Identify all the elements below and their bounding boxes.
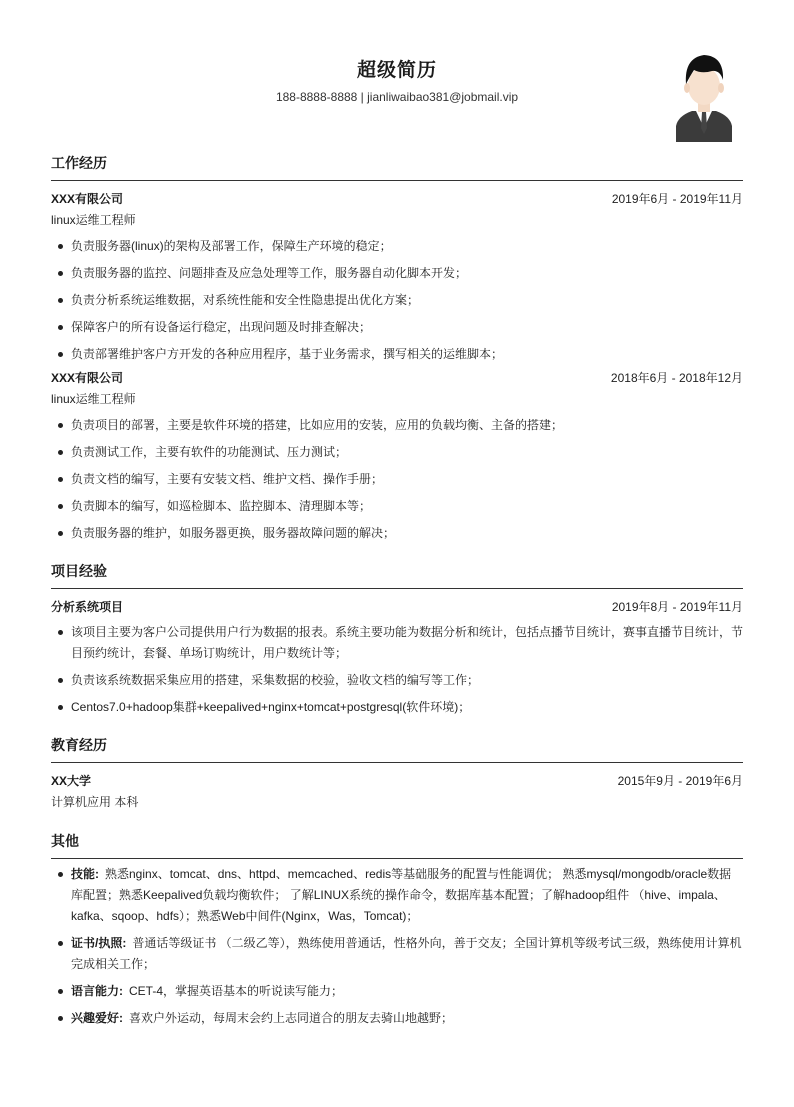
other-section	[51, 831, 743, 1029]
item-text: 熟悉nginx、tomcat、dns、httpd、memcached、redis等基础服务的配置与性能调优； 熟悉mysql/mongodb/oracle数据库配置；熟悉Keepalived负载均衡软件； 了解LINUX系统的操作命令，数据库基本配置；了解hadoop组件 （hive、impala、kafka、sqoop、hdfs）；熟悉Web中间件(Nginx，Was，Tomcat)；	[71, 867, 732, 923]
section-title-education: 教育经历	[51, 735, 743, 763]
section-title-other: 其他	[51, 831, 743, 859]
list-item: 负责测试工作，主要有软件的功能测试、压力测试；	[51, 442, 743, 463]
work-entry-2	[51, 368, 743, 544]
project-entry-1	[51, 597, 743, 718]
list-item: 保障客户的所有设备运行稳定，出现问题及时排查解决；	[51, 317, 743, 338]
project-date: 2019年8月 - 2019年11月	[611, 600, 743, 614]
work-entry-date: 2019年6月 - 2019年11月	[611, 192, 743, 206]
hobbies-item	[51, 1008, 743, 1029]
list-item: 负责文档的编写，主要有安装文档、维护文档、操作手册；	[51, 469, 743, 490]
work-entry-org: XXX有限公司	[51, 192, 124, 206]
education-section	[51, 735, 743, 812]
list-item: 负责服务器的监控、问题排查及应急处理等工作，服务器自动化脚本开发；	[51, 263, 743, 284]
skills-item	[51, 864, 743, 927]
work-entry-date: 2018年6月 - 2018年12月	[610, 371, 743, 385]
resume-header	[51, 0, 743, 142]
resume-page	[51, 0, 743, 1029]
education-date: 2015年9月 - 2019年6月	[617, 774, 743, 788]
list-item: 该项目主要为客户公司提供用户行为数据的报表。系统主要功能为数据分析和统计，包括点播节目统计，赛事直播节目统计，节目预约统计，套餐、单场订购统计，用户数统计等；	[51, 622, 743, 664]
item-text: 喜欢户外运动，每周末会约上志同道合的朋友去骑山地越野；	[129, 1011, 454, 1025]
list-item: 负责部署维护客户方开发的各种应用程序，基于业务需求，撰写相关的运维脚本；	[51, 344, 743, 365]
work-experience-section	[51, 153, 743, 544]
item-label: 证书/执照:	[71, 936, 127, 950]
list-item: 负责服务器(linux)的架构及部署工作，保障生产环境的稳定；	[51, 236, 743, 257]
list-item: 负责项目的部署，主要是软件环境的搭建，比如应用的安装，应用的负载均衡、主备的搭建；	[51, 415, 743, 436]
person-avatar-icon	[668, 48, 740, 142]
certificates-item	[51, 933, 743, 975]
project-name: 分析系统项目	[51, 600, 124, 614]
item-text: CET-4，掌握英语基本的听说读写能力；	[129, 984, 344, 998]
education-entry-1	[51, 771, 743, 812]
list-item: Centos7.0+hadoop集群+keepalived+nginx+tomcat+postgresql(软件环境)；	[51, 697, 743, 718]
degree-major: 计算机应用 本科	[51, 795, 139, 809]
list-item: 负责该系统数据采集应用的搭建，采集数据的校验，验收文档的编写等工作；	[51, 670, 743, 691]
list-item: 负责脚本的编写，如巡检脚本、监控脚本、清理脚本等；	[51, 496, 743, 517]
section-title-work: 工作经历	[51, 153, 743, 181]
item-label: 兴趣爱好:	[71, 1011, 123, 1025]
resume-name: 超级简历	[356, 60, 437, 81]
school-name: XX大学	[51, 774, 92, 788]
work-entry-role: linux运维工程师	[51, 213, 136, 227]
work-entry-org: XXX有限公司	[51, 371, 124, 385]
item-text: 普通话等级证书 （二级乙等），熟练使用普通话，性格外向，善于交友；全国计算机等级考试三级，熟练使用计算机完成相关工作；	[71, 936, 742, 971]
item-label: 技能:	[71, 867, 99, 881]
section-title-projects: 项目经验	[51, 561, 743, 589]
contact-info: 188-8888-8888 | jianliwaibao381@jobmail.vip	[275, 90, 519, 104]
work-entry-role: linux运维工程师	[51, 392, 136, 406]
list-item: 负责服务器的维护，如服务器更换，服务器故障问题的解决；	[51, 523, 743, 544]
list-item: 负责分析系统运维数据，对系统性能和安全性隐患提出优化方案；	[51, 290, 743, 311]
language-item	[51, 981, 743, 1002]
item-label: 语言能力:	[71, 984, 123, 998]
work-entry-1	[51, 189, 743, 365]
project-experience-section	[51, 561, 743, 718]
